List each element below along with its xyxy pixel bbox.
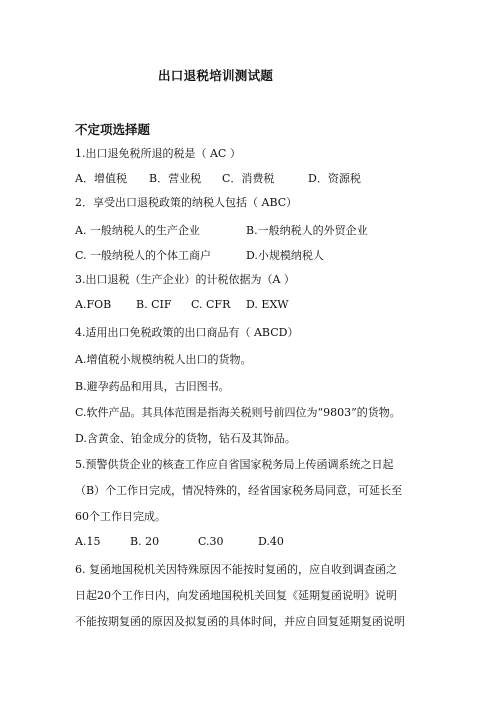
question-2-stem: 2．享受出口退税政策的纳税人包括（ ABC）	[75, 196, 298, 209]
question-5-option-d: D.40	[258, 535, 284, 548]
question-1-option-b: B．营业税	[149, 172, 202, 185]
question-3-option-a: A.FOB	[75, 298, 112, 311]
question-5-option-c: C.30	[198, 535, 224, 548]
question-5-line-1: 5.预警供货企业的核查工作应自省国家税务局上传函调系统之日起	[75, 458, 394, 471]
question-1-option-d: D．资源税	[308, 172, 361, 185]
document-title: 出口退税培训测试题	[158, 68, 274, 83]
question-5-line-3: 60个工作日完成。	[75, 510, 166, 523]
question-3-option-b: B. CIF	[136, 298, 172, 311]
section-heading: 不定项选择题	[75, 122, 151, 137]
question-1-option-a: A．增值税	[75, 172, 127, 185]
question-5-option-a: A.15	[75, 535, 101, 548]
question-4-option-b: B.避孕药品和用具，古旧图书。	[75, 380, 230, 393]
question-3-stem: 3.出口退税（生产企业）的计税依据为（A ）	[75, 273, 295, 286]
question-2-option-a: A. 一般纳税人的生产企业	[75, 224, 200, 237]
question-6-line-1: 6. 复函地国税机关因特殊原因不能按时复函的，应自收到调查函之	[75, 563, 397, 576]
question-1-option-c: C．消费税	[222, 172, 275, 185]
question-2-option-d: D.小规模纳税人	[246, 249, 324, 262]
question-6-line-2: 日起20个工作日内，向发函地国税机关回复《延期复函说明》说明	[75, 589, 397, 602]
question-4-option-a: A.增值税小规模纳税人出口的货物。	[75, 353, 252, 366]
question-3-option-d: D. EXW	[246, 298, 289, 311]
question-6-line-3: 不能按期复函的原因及拟复函的具体时间，并应自回复延期复函说明	[75, 615, 405, 628]
question-5-option-b: B. 20	[130, 535, 160, 548]
question-3-option-c: C. CFR	[191, 298, 231, 311]
question-1-stem: 1.出口退免税所退的税是（ AC ）	[75, 147, 241, 160]
question-5-line-2: （B）个工作日完成，情况特殊的，经省国家税务局同意，可延长至	[75, 484, 403, 497]
question-2-option-c: C. 一般纳税人的个体工商户	[75, 249, 212, 262]
question-4-option-d: D.含黄金、铂金成分的货物，钻石及其饰品。	[75, 432, 296, 445]
question-2-option-b: B.一般纳税人的外贸企业	[246, 224, 368, 237]
question-4-stem: 4.适用出口免税政策的出口商品有（ ABCD）	[75, 326, 299, 339]
question-4-option-c: C.软件产品。其具体范围是指海关税则号前四位为“9803”的货物。	[75, 406, 401, 419]
